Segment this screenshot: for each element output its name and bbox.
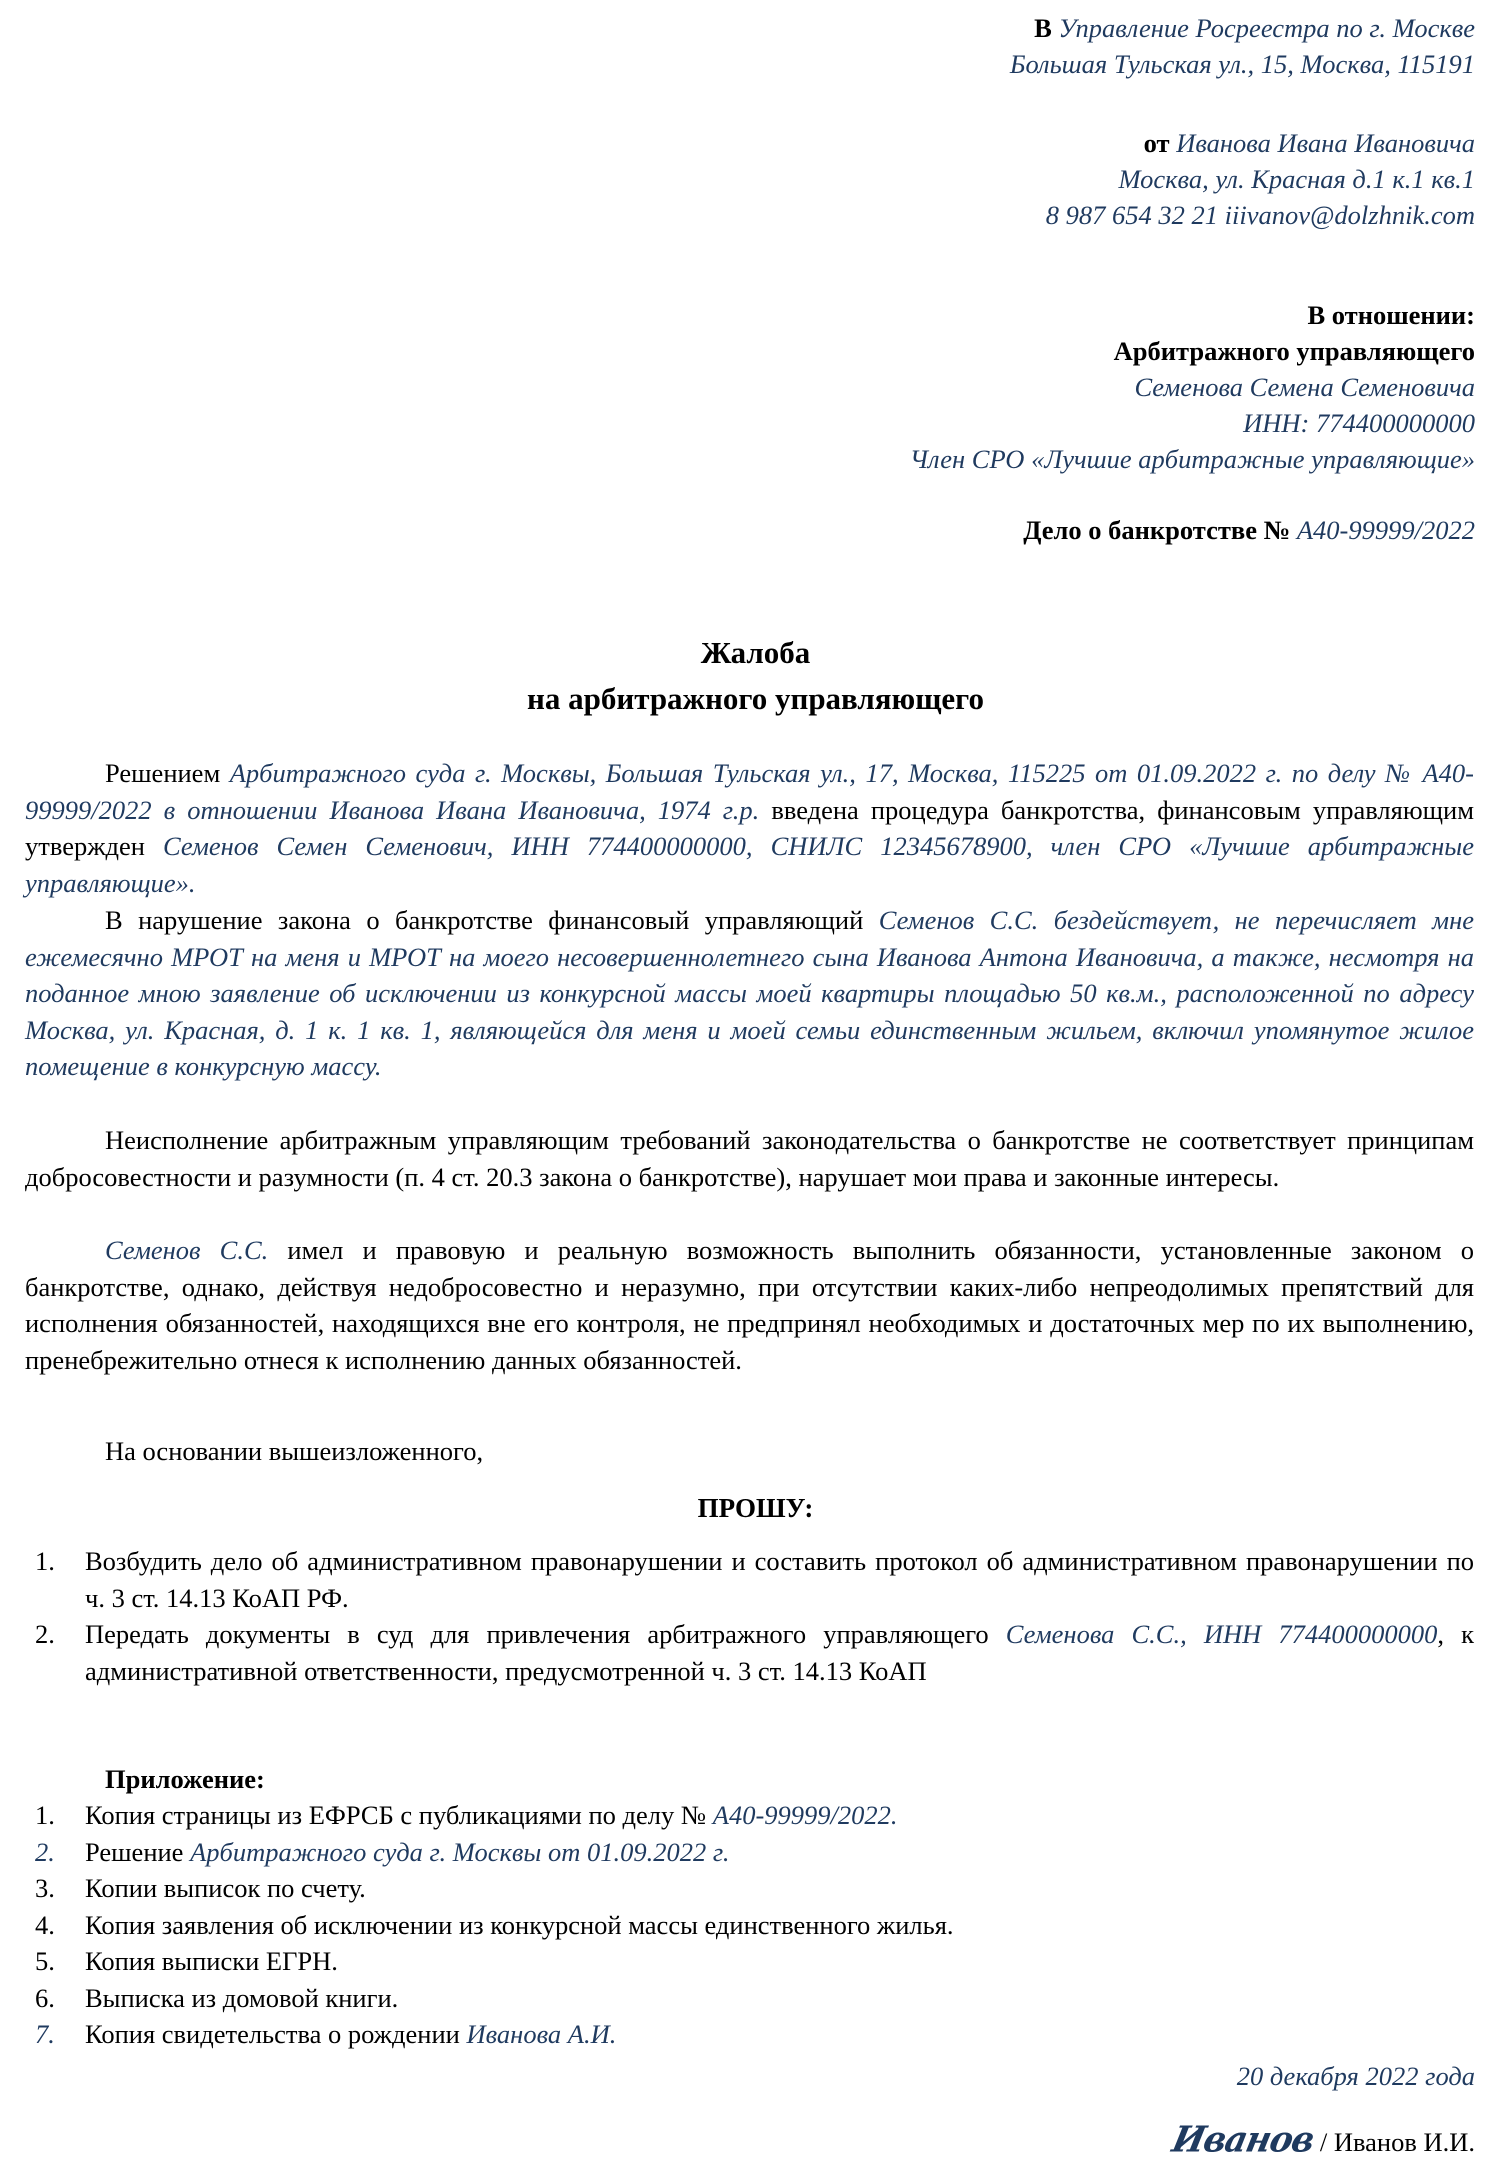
- document-date: 20 декабря 2022 года: [1236, 2061, 1475, 2091]
- handwritten-signature: Иванов: [1168, 2119, 1318, 2161]
- attachment-number: 6.: [35, 1982, 55, 2013]
- to-prefix: В: [1034, 13, 1052, 43]
- attachment-number: 3.: [35, 1873, 55, 1903]
- from-prefix: от: [1143, 128, 1170, 158]
- attachment-detail: Арбитражного суда г. Москвы от 01.09.2022 г.: [190, 1836, 730, 1867]
- p2-violation-details: Семенов С.С. бездействует, не перечисляет мне ежемесячно МРОТ на меня и МРОТ на моего несовершеннолетнего сына Иванова Антона Ивановича, а также, несмотря на поданное мною заявление об исключении из конкурсной массы моей квартиры площадью 50 кв.м., расположенной по адресу Москва, ул. Красная, д. 1 к. 1 кв. 1, являющейся для меня и моей семьи единственным жильем, включил упомянутое жилое помещение в конкурсную массу.: [25, 905, 1474, 1081]
- from-address: Москва, ул. Красная д.1 к.1 кв.1: [1118, 164, 1475, 194]
- regarding-inn: ИНН: 774400000000: [1243, 408, 1475, 438]
- attachment-number: 1.: [35, 1800, 55, 1830]
- paragraph-violation: [25, 902, 1474, 1085]
- request-heading: ПРОШУ:: [697, 1493, 814, 1523]
- p2-text-a: В нарушение закона о банкротстве финансовый управляющий: [105, 905, 879, 935]
- attachment-item: [25, 1980, 1474, 2017]
- request-item-text-tail: , к административной ответственности, предусмотренной ч. 3 ст. 14.13 КоАП: [85, 1619, 1475, 1686]
- p4-manager-name: Семенов С.С.: [105, 1235, 269, 1265]
- document-title: [0, 630, 1511, 722]
- p1-court-details: Арбитражного суда г. Москвы, Большая Тульская ул., 17, Москва, 115225 от 01.09.2022 г. по делу № А40-99999/2022 в отношении Иванова Ивана Ивановича, 1974 г.р.: [25, 758, 1474, 825]
- attachment-number: 2.: [35, 1836, 55, 1867]
- p1-text-a: Решением: [105, 758, 230, 788]
- paragraph-noncompliance: Неисполнение арбитражным управляющим требований законодательства о банкротстве не соответствует принципам добросовестности и разумности (п. 4 ст. 20.3 закона о банкротстве), нарушает мои права и законные интересы.: [25, 1125, 1474, 1192]
- request-item-manager: Семенова С.С., ИНН 774400000000: [1005, 1619, 1438, 1649]
- attachments-list: [25, 1797, 1474, 2053]
- attachment-number: 5.: [35, 1946, 55, 1976]
- attachments-heading: Приложение:: [105, 1764, 265, 1794]
- attachment-text: Решение: [85, 1836, 191, 1867]
- request-list: [25, 1543, 1474, 1689]
- attachment-text: Выписка из домовой книги.: [85, 1982, 399, 2013]
- signature-line: [1168, 2119, 1475, 2162]
- attachment-number: 4.: [35, 1909, 55, 1940]
- p4-text: имел и правовую и реальную возможность выполнить обязанности, установленные законом о банкротстве, однако, действуя недобросовестно и неразумно, при отсутствии каких-либо непреодолимых препятствий для исполнения обязанностей, находящихся вне его контроля, не предпринял необходимых и достаточных мер по их выполнению, пренебрежительно отнеся к исполнению данных обязанностей.: [25, 1235, 1474, 1375]
- request-item-number: 2.: [35, 1619, 55, 1649]
- sender-block: [1046, 125, 1475, 233]
- attachment-item: [25, 1797, 1474, 1834]
- case-label: Дело о банкротстве №: [1023, 515, 1291, 545]
- to-name: Управление Росреестра по г. Москве: [1058, 13, 1475, 43]
- attachment-text: Копия выписки ЕГРН.: [85, 1946, 338, 1976]
- from-contacts: 8 987 654 32 21 iiivanov@dolzhnik.com: [1045, 200, 1475, 230]
- attachment-text: Копии выписок по счету.: [85, 1873, 366, 1903]
- attachment-item: [25, 1834, 1474, 1871]
- signature-name: / Иванов И.И.: [1319, 2127, 1475, 2157]
- from-name: Иванова Ивана Ивановича: [1176, 128, 1475, 158]
- case-line: [1023, 512, 1475, 548]
- to-address: Большая Тульская ул., 15, Москва, 115191: [1009, 49, 1475, 79]
- title-line-1: Жалоба: [700, 635, 811, 670]
- attachment-text: Копия заявления об исключении из конкурсной массы единственного жилья.: [85, 1909, 954, 1940]
- regarding-block: [910, 297, 1475, 477]
- addressee-block: [1010, 10, 1475, 82]
- request-item-text: Возбудить дело об административном правонарушении и составить протокол об административном правонарушении по ч. 3 ст. 14.13 КоАП РФ.: [85, 1546, 1474, 1613]
- attachment-text: Копия свидетельства о рождении: [85, 2019, 467, 2049]
- request-item-text: Передать документы в суд для привлечения арбитражного управляющего: [85, 1619, 1006, 1649]
- attachment-number: 7.: [35, 2019, 55, 2049]
- attachment-item: [25, 1907, 1474, 1944]
- attachment-item: [25, 2016, 1474, 2053]
- request-item-number: 1.: [35, 1546, 55, 1576]
- paragraph-opportunity: [25, 1232, 1474, 1378]
- regarding-label: В отношении:: [1307, 300, 1475, 330]
- title-line-2: на арбитражного управляющего: [527, 681, 984, 716]
- regarding-role: Арбитражного управляющего: [1113, 336, 1475, 366]
- attachment-item: [25, 1870, 1474, 1907]
- attachment-detail: А40-99999/2022.: [712, 1800, 898, 1830]
- regarding-name: Семенова Семена Семеновича: [1134, 372, 1475, 402]
- attachment-text: Копия страницы из ЕФРСБ с публикациями по делу №: [85, 1800, 713, 1830]
- request-item: [25, 1616, 1474, 1689]
- paragraph-basis: На основании вышеизложенного,: [105, 1436, 484, 1466]
- attachment-detail: Иванова А.И.: [466, 2019, 617, 2049]
- p1-manager-details: Семенов Семен Семенович, ИНН 774400000000, СНИЛС 12345678900, член СРО «Лучшие арбитражные управляющие».: [25, 831, 1474, 898]
- attachment-item: [25, 1943, 1474, 1980]
- case-number: А40-99999/2022: [1296, 515, 1475, 545]
- p1-text-c: введена процедура банкротства, финансовым управляющим утвержден: [25, 794, 1474, 861]
- request-item: [25, 1543, 1474, 1616]
- regarding-sro: Член СРО «Лучшие арбитражные управляющие»: [909, 444, 1475, 474]
- paragraph-decision: [25, 755, 1474, 901]
